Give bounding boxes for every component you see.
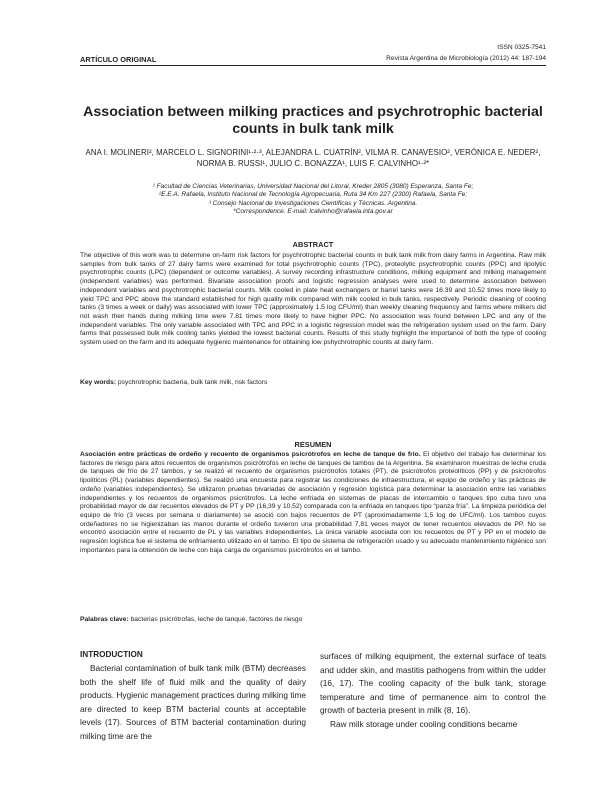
correspondence: *Correspondence. E-mail: lcalvinho@rafaela.inta.gov.ar xyxy=(233,208,393,216)
journal-citation: Revista Argentina de Microbiología (2012) 44: 187-194 xyxy=(386,55,546,62)
palabras-clave-label: Palabras clave: xyxy=(80,616,129,623)
intro-paragraph-2: surfaces of milking equipment, the external surface of teats and udder skin, and mastitis pathogens from within the udder (16, 17). The cooling capacity of the bulk tank, storage temperature and time of permanence aim to control the growth of bacteria present in milk (8, 16). xyxy=(320,651,546,715)
right-column xyxy=(320,650,546,731)
header-divider xyxy=(80,65,546,66)
article-title: Association between milking practices and psychrotrophic bacterial counts in bulk tank milk xyxy=(83,104,543,137)
affiliation-1: ¹ Facultad de Ciencias Veterinarias, Universidad Nacional del Litoral, Kreder 2805 (3080) Esperanza, Santa Fe; xyxy=(152,183,474,190)
intro-paragraph-3: Raw milk storage under cooling conditions became xyxy=(330,718,518,729)
palabras-clave-value: bacterias psicrótrofas, leche de tanque, factores de riesgo xyxy=(130,616,303,623)
introduction-heading: INTRODUCTION xyxy=(80,650,143,659)
author-list: ANA I. MOLINERI², MARCELO L. SIGNORINI¹·²·³, ALEJANDRA L. CUATRÍN², VILMA R. CANAVESIO², VERÓNICA E. NEDER², NORMA B. RUSSI¹, JULIO C. BONAZZA¹, LUIS F. CALVINHO¹·²* xyxy=(85,148,541,168)
affiliations xyxy=(92,183,534,217)
section-label: ARTÍCULO ORIGINAL xyxy=(80,55,157,64)
resumen-text xyxy=(80,451,546,555)
keywords-value: psychrotrophic bacteria, bulk tank milk, risk factors xyxy=(117,379,268,386)
affiliation-2: ²E.E.A. Rafaela, Instituto Nacional de Tecnología Agropecuaria, Ruta 34 Km 227 (2300) Rafaela, Santa Fe; xyxy=(158,191,468,199)
left-column xyxy=(80,650,306,743)
issn-label: ISSN 0325-7541 xyxy=(497,44,546,51)
affiliation-3: ³ Consejo Nacional de Investigaciones Científicas y Técnicas. Argentina. xyxy=(208,199,418,207)
resumen-heading: RESUMEN xyxy=(294,440,332,449)
abstract-heading: ABSTRACT xyxy=(292,240,334,249)
abstract-keywords xyxy=(80,379,546,388)
resumen-keywords xyxy=(80,616,546,625)
resumen-title: Asociación entre prácticas de ordeño y recuento de organismos psicrótrofos en leche de tanque de frío. xyxy=(80,451,421,458)
keywords-label: Key words: xyxy=(80,379,117,386)
resumen-body: El objetivo del trabajo fue determinar los factores de riesgo para altos recuentos de organismos psicrótrofos en leche de tanques de tambos de la Argentina. Se examinaron muestras de leche cruda de tanques de frío de 27 tambos, y se realizó el recuento de organismos psicrótrofos totales (PT), de psicrótrofos proteolíticos (PP) y de psicrótrofos lipolíticos (PL) (variables dependientes). Se realizó una encuesta para registrar las condiciones de infraestructura, el equipo de ordeño y las prácticas de ordeño (variables independientes). Se utilizaron pruebas bivariadas de asociación y regresión logística para determinar la asociación entre las variables independientes y los recuentos de organismos psicrótrofos. La leche enfriada en sistemas de placas de intercambio o tanques tipo cuba tuvo una probabilidad mayor de dar recuentos elevados de PT y PP (16,39 y 10,52) comparada con la enfriada en tanques tipo “panza fría”. La limpieza periódica del equipo de frío (3 veces por semana o diariamente) se asoció con bajos recuentos de PT (aproximadamente 1,5 log de UFC/ml). Los tambos cuyos ordeñadores no se higienizaban las manos durante el ordeño tuvieron una probabilidad 7,81 veces mayor de tener recuentos elevados de PP. No se encontró asociación entre el recuento de PL y las variables independientes. La única variable asociada con los recuentos de PT y PP en el modelo de regresión logística fue el sistema de enfriamiento utilizado en el tambo. El tipo de sistema de refrigeración usado y su adecuado mantenimiento higiénico son importantes para la obtención de leche con baja carga de organismos psicrótrofos en el tambo. xyxy=(80,451,546,554)
abstract-text: The objective of this work was to determine on-farm risk factors for psychrotrophic bacterial counts in bulk tank milk from dairy farms in Argentina. Raw milk samples from bulk tanks of 27 dairy farms were examined for total psychrotrophic counts (TPC), proteolytic psychrotrophic counts (PPC) and lipolytic psychrotrophic counts (LPC) (dependent or outcome variables). A survey recording infrastructure conditions, milking equipment and milking management (independent variables) was performed. Bivariate association proofs and logistic regression analyses were used to determine association between independent variables and psychrotrophic bacterial counts. Milk cooled in plate heat exchangers or barrel tanks were 16.39 and 10.52 times more likely to yield TPC and PPC above the standard established for high quality milk compared with milk cooled in bulk tanks, respectively. Periodic cleaning of cooling tanks (3 times a week or daily) was associated with lower TPC (approximately 1.5 log CFU/ml) than weekly cleaning frequency and farms where milkers did not wash their hands during milking time were 7.81 times more likely to have higher PPC. No association was found between LPC and any of the independent variables. The only variable associated with TPC and PPC in a logistic regression model was the refrigeration system used on the farm. Dairy farms that possessed bulk milk cooling tanks yielded the lowest bacterial counts. Results of this study highlight the importance of both the type of cooling system used on the farm and its adequate hygienic maintenance for obtaining low pshychrotrophic counts at dairy farm. xyxy=(80,252,546,347)
intro-paragraph-1: Bacterial contamination of bulk tank milk (BTM) decreases both the shelf life of fluid milk and the quality of dairy products. Hygienic management practices during milking time are directed to keep BTM bacterial counts at acceptable levels (17). Sources of BTM bacterial contamination during milking time are the xyxy=(80,663,306,741)
